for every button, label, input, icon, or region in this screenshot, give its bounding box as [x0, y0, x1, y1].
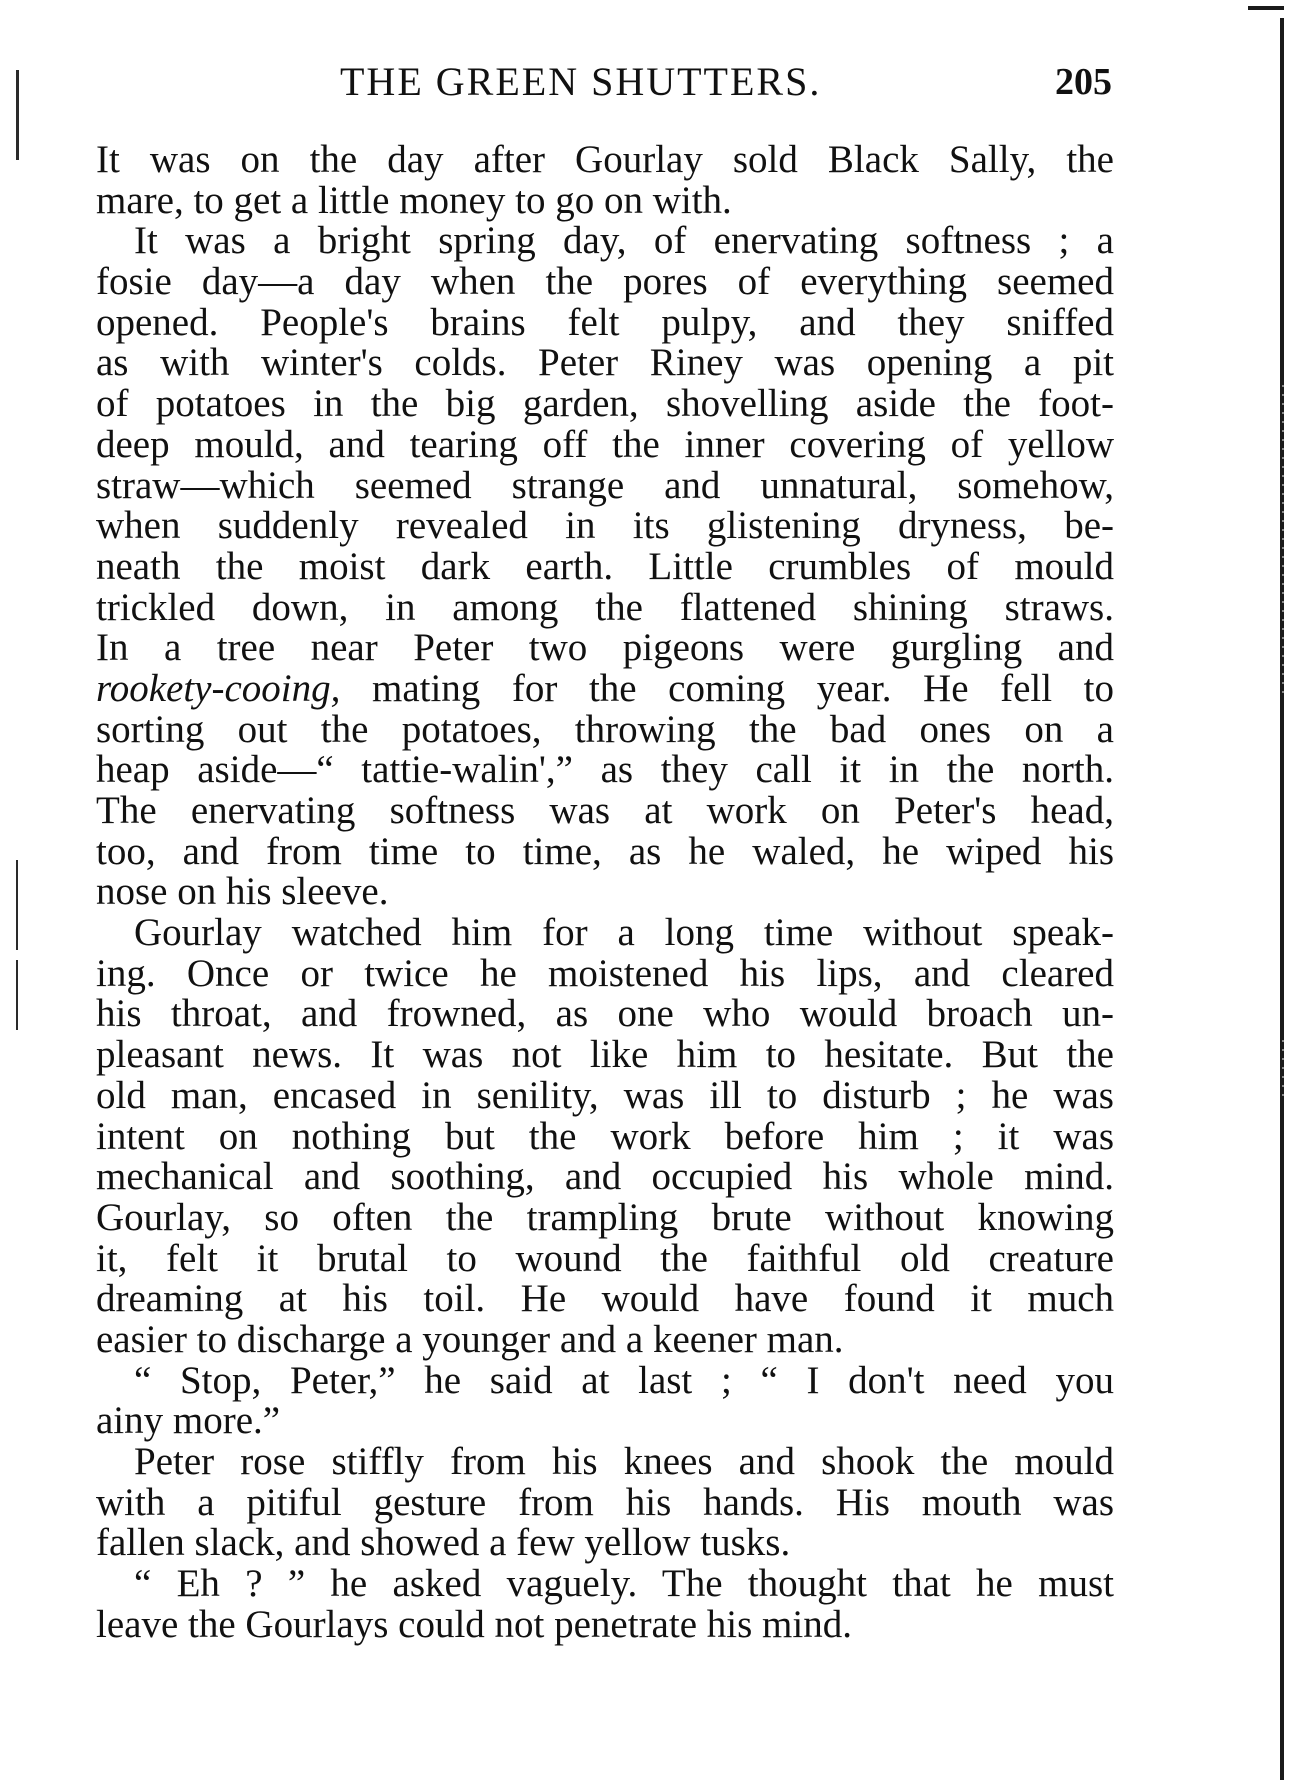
body-text: [96, 140, 1114, 1645]
text-line: “ Eh ? ” he asked vaguely. The thought that he must: [134, 1562, 1114, 1606]
text-line: mare, to get a little money to go on with.: [96, 178, 732, 222]
text-line: intent on nothing but the work before him ; it was: [96, 1114, 1114, 1158]
text-line: The enervating softness was at work on Peter's head,: [96, 789, 1114, 832]
text-line: “ Stop, Peter,” he said at last ; “ I don't need you: [134, 1358, 1114, 1402]
text-line: old man, encased in senility, was ill to disturb ; he was: [96, 1073, 1114, 1117]
text-line: as with winter's colds. Peter Riney was opening a pit: [96, 341, 1114, 385]
margin-mark: [16, 70, 19, 160]
text-line: Gourlay, so often the trampling brute without knowing: [96, 1195, 1114, 1239]
text-line: too, and from time to time, as he waled, he wiped his: [96, 829, 1114, 873]
text-line: Peter rose stiffly from his knees and shook the mould: [134, 1440, 1114, 1483]
page-number: 205: [1055, 61, 1112, 103]
text-line: opened. People's brains felt pulpy, and they sniffed: [96, 300, 1114, 344]
text-line: neath the moist dark earth. Little crumbles of mould: [96, 544, 1114, 588]
text-line: It was a bright spring day, of enervating softness ; a: [134, 219, 1114, 263]
text-line: It was on the day after Gourlay sold Black Sally, the: [96, 138, 1114, 181]
page-header: [96, 58, 1112, 118]
text-line: heap aside—“ tattie-walin',” as they call it in the north.: [96, 748, 1114, 792]
page-edge-shadow: [1268, 0, 1299, 1780]
line-text: mating for the coming year. He fell to: [340, 666, 1114, 710]
scan-speckle: [1282, 1040, 1284, 1100]
text-line: easier to discharge a younger and a keener man.: [96, 1317, 844, 1361]
scan-speckle: [1282, 385, 1284, 695]
text-line: it, felt it brutal to wound the faithful old creature: [96, 1236, 1114, 1280]
text-line: nose on his sleeve.: [96, 870, 389, 914]
text-line: mechanical and soothing, and occupied his whole mind.: [96, 1155, 1114, 1199]
text-line: straw—which seemed strange and unnatural, somehow,: [96, 463, 1114, 507]
text-line: sorting out the potatoes, throwing the bad ones on a: [96, 707, 1114, 751]
italic-phrase: rookety-cooing,: [96, 666, 341, 710]
text-line: when suddenly revealed in its glistening dryness, be-: [96, 504, 1114, 548]
text-line: fallen slack, and showed a few yellow tusks.: [96, 1521, 791, 1565]
margin-mark: [16, 960, 18, 1030]
text-line: ing. Once or twice he moistened his lips, and cleared: [96, 951, 1114, 995]
text-line: trickled down, in among the flattened shining straws.: [96, 585, 1114, 629]
running-title: THE GREEN SHUTTERS.: [340, 59, 822, 104]
text-line: of potatoes in the big garden, shovelling aside the foot-: [96, 382, 1114, 426]
text-line: his throat, and frowned, as one who would broach un-: [96, 992, 1114, 1036]
text-line: fosie day—a day when the pores of everything seemed: [96, 260, 1114, 304]
text-line: In a tree near Peter two pigeons were gurgling and: [96, 626, 1114, 670]
text-line: leave the Gourlays could not penetrate his mind.: [96, 1602, 852, 1646]
margin-mark: [16, 860, 18, 950]
text-line: pleasant news. It was not like him to hesitate. But the: [96, 1033, 1114, 1077]
text-line: [96, 666, 1114, 710]
text-line: with a pitiful gesture from his hands. His mouth was: [96, 1480, 1114, 1524]
text-line: deep mould, and tearing off the inner covering of yellow: [96, 422, 1114, 466]
text-line: ainy more.”: [96, 1399, 281, 1443]
text-line: Gourlay watched him for a long time without speak-: [134, 911, 1114, 955]
text-line: dreaming at his toil. He would have found it much: [96, 1277, 1114, 1321]
